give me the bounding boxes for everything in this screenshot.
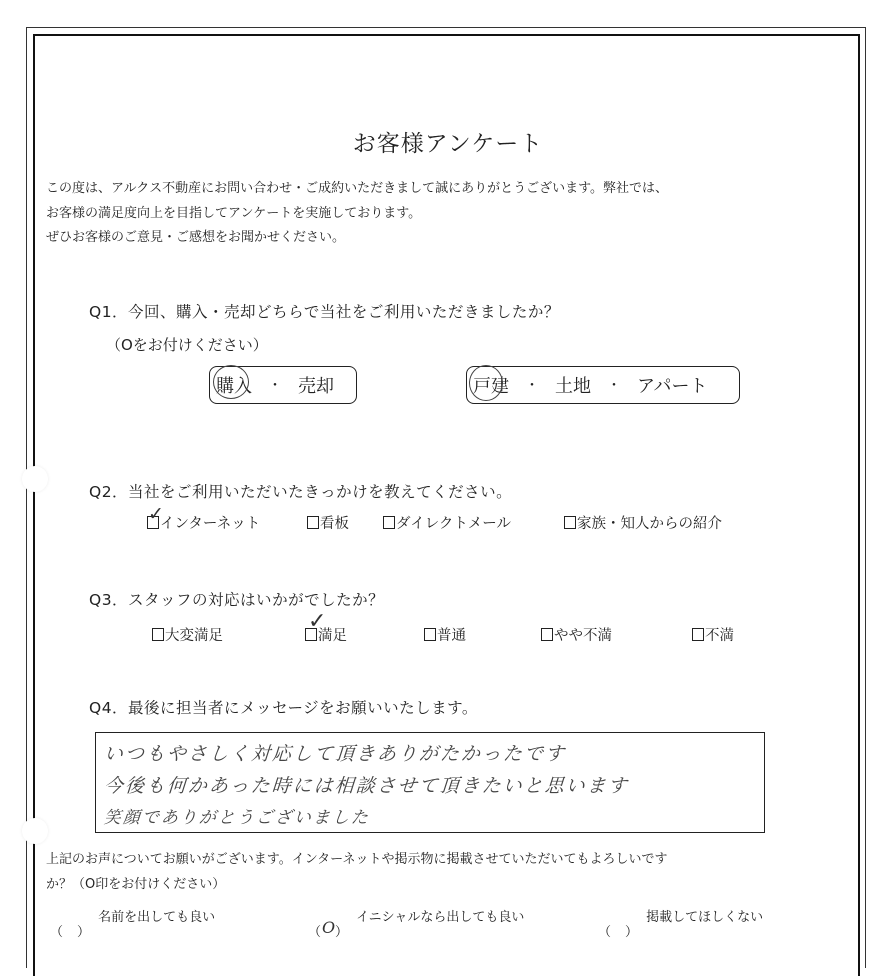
intro-line: お客様の満足度向上を目指してアンケートを実施しております。 [46,205,422,221]
handwritten-line: 今後も何かあった時には相談させて頂きたいと思います [103,775,630,797]
intro-text [46,177,668,251]
punch-hole-mark [22,466,48,492]
intro-line: この度は、アルクス不動産にお問い合わせ・ご成約いただきまして誠にありがとうございます。弊社では、 [46,181,669,196]
handwritten-line: 笑顔でありがとうございました [103,808,371,828]
q4-message-box[interactable] [95,732,765,833]
q3-option-dissatisfied[interactable]: 不満 [692,624,734,645]
q1-property-type-group [466,366,740,404]
punch-hole-mark [22,818,48,844]
request-line: 上記のお声についてお願いがございます。インターネットや掲示物に掲載させていただいてもよろしいです [46,852,668,867]
q3-option-somewhat-dissatisfied[interactable]: やや不満 [541,624,612,645]
hand-drawn-check-icon: ✓ [148,503,164,525]
q2-question: Q2．当社をご利用いただいたきっかけを教えてください。 [89,483,513,501]
q1-question: Q1．今回、購入・売却どちらで当社をご利用いただきましたか？ [89,303,560,321]
q2-option-signboard[interactable]: 看板 [307,512,349,533]
checkbox[interactable] [383,516,395,529]
q1-note: （Oをお付けください） [106,336,268,354]
checkbox[interactable] [424,628,436,641]
checkbox[interactable] [692,628,704,641]
q2-option-internet[interactable]: インターネット ✓ [148,503,261,532]
survey-title: お客様アンケート [352,131,544,157]
checkbox[interactable] [307,516,319,529]
checkbox-checked[interactable] [147,516,159,529]
separator-dot: ・ [525,378,539,394]
checkbox[interactable] [152,628,164,641]
checkbox-checked[interactable] [305,628,317,641]
q1-purchase-sale-group [209,366,357,404]
q1-option-purchase[interactable]: 購入 [216,372,252,398]
checkbox[interactable] [564,516,576,529]
q2-option-family-referral[interactable]: 家族・知人からの紹介 [564,512,722,533]
q4-question: Q4．最後に担当者にメッセージをお願いいたします。 [89,699,478,717]
consent-option-do-not-publish[interactable]: （ ） 掲載してほしくない [598,910,764,940]
q3-option-satisfied[interactable]: 満足 ✓ [305,624,347,645]
checkbox[interactable] [541,628,553,641]
q2-option-direct-mail[interactable]: ダイレクトメール [383,512,511,533]
q1-option-sale[interactable]: 売却 [298,376,334,397]
separator-dot: ・ [607,378,621,394]
q1-option-apartment[interactable]: アパート [637,376,708,397]
page-inner-border [33,34,860,976]
q3-question: Q3．スタッフの対応はいかがでしたか？ [89,591,385,609]
q3-option-neutral[interactable]: 普通 [424,624,466,645]
q1-option-detached-house[interactable]: 戸建 [473,372,509,398]
publication-request [46,848,668,897]
separator-dot: ・ [268,378,282,394]
consent-option-initials-ok[interactable]: （ O ） イニシャルなら出しても良い [308,910,525,940]
request-line: か？（O印をお付けください） [46,876,226,892]
hand-drawn-circle-mark: O [322,918,336,937]
q3-option-very-satisfied[interactable]: 大変満足 [152,624,223,645]
intro-line: ぜひお客様のご意見・ご感想をお聞かせください。 [46,230,346,245]
handwritten-line: いつもやさしく対応して頂きありがたかったです [103,743,567,765]
hand-drawn-check-icon: ✓ [308,609,327,634]
consent-option-name-ok[interactable]: （ ） 名前を出しても良い [50,910,216,940]
q1-option-land[interactable]: 土地 [555,376,591,397]
